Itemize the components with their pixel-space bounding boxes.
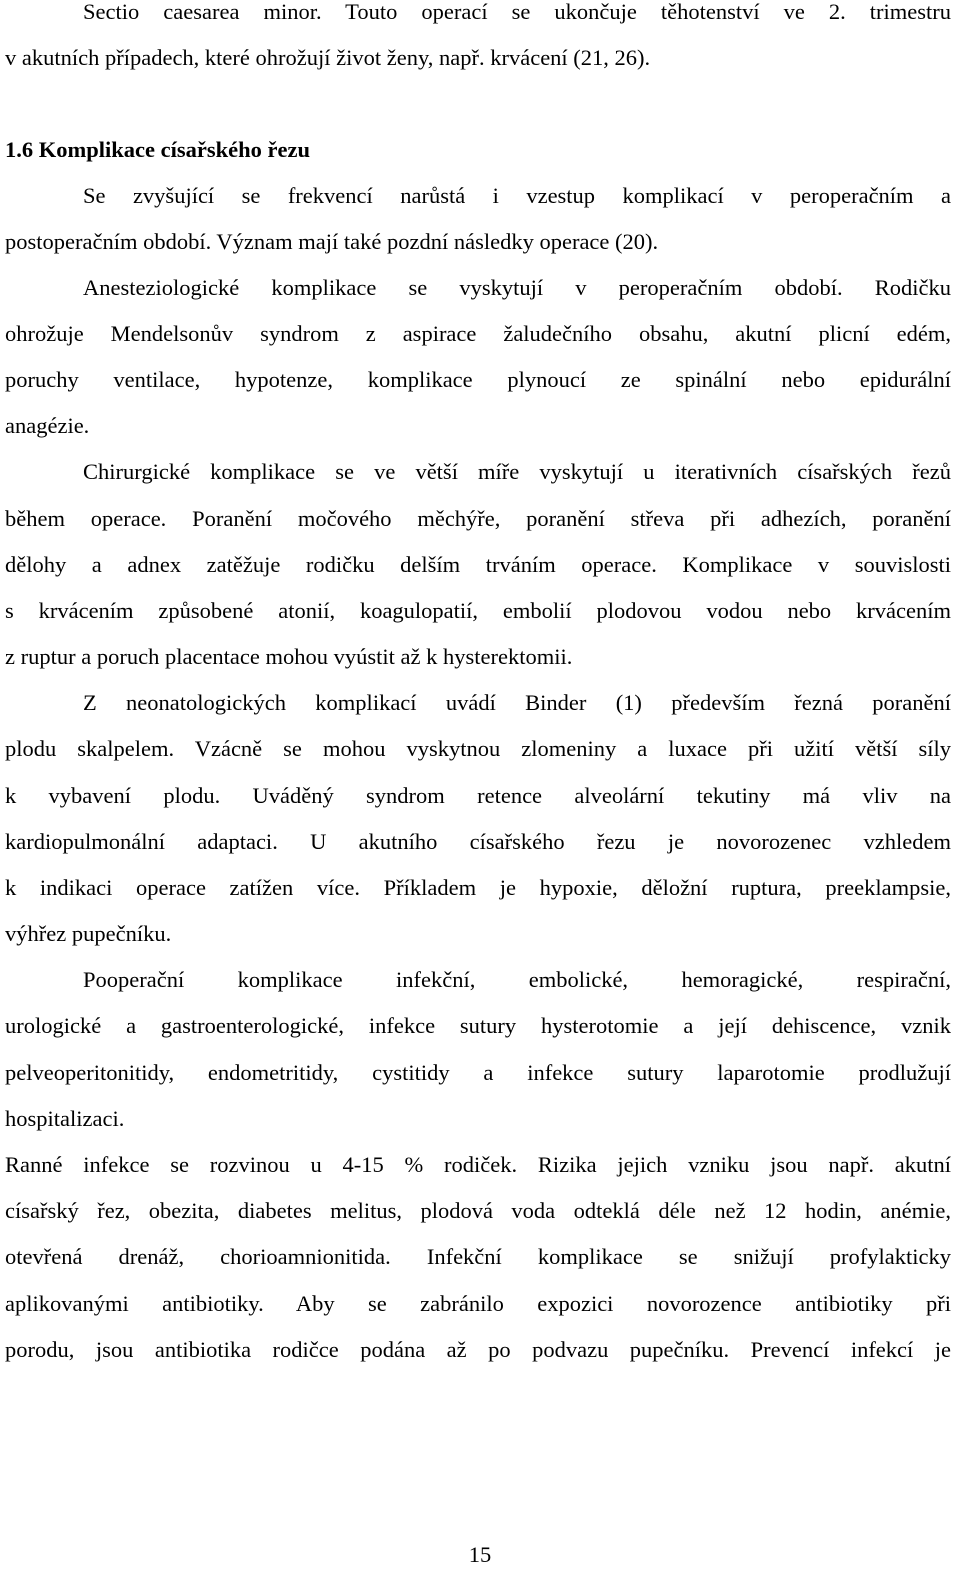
text-line: postoperačním období. Význam mají také pozdní následky operace (20). <box>5 229 659 254</box>
text-line: kardiopulmonální adaptaci. U akutního císařského řezu je novorozenec vzhledem <box>5 829 951 854</box>
text-line: urologické a gastroenterologické, infekce sutury hysterotomie a její dehiscence, vznik <box>5 1013 951 1038</box>
text-line: Chirurgické komplikace se ve větší míře vyskytují u iterativních císařských řezů <box>83 459 951 484</box>
text-line: Se zvyšující se frekvencí narůstá i vzestup komplikací v peroperačním a <box>83 183 951 208</box>
text-line: anagézie. <box>5 413 90 438</box>
text-line: k indikaci operace zatížen více. Příkladem je hypoxie, děložní ruptura, preeklampsie, <box>5 875 951 900</box>
text-line: v akutních případech, které ohrožují život ženy, např. krvácení (21, 26). <box>5 45 651 70</box>
text-line: ohrožuje Mendelsonův syndrom z aspirace žaludečního obsahu, akutní plicní edém, <box>5 321 951 346</box>
text-line: k vybavení plodu. Uváděný syndrom retence alveolární tekutiny má vliv na <box>5 783 951 808</box>
text-line: s krvácením způsobené atonií, koagulopatií, embolií plodovou vodou nebo krvácením <box>5 598 951 623</box>
text-line: plodu skalpelem. Vzácně se mohou vyskytnou zlomeniny a luxace při užití větší síly <box>5 736 951 761</box>
text-line: Z neonatologických komplikací uvádí Binder (1) především řezná poranění <box>83 690 951 715</box>
text-line: Ranné infekce se rozvinou u 4-15 % rodiček. Rizika jejich vzniku jsou např. akutní <box>5 1152 951 1177</box>
text-line: Sectio caesarea minor. Touto operací se ukončuje těhotenství ve 2. trimestru <box>83 0 951 24</box>
text-line: výhřez pupečníku. <box>5 921 172 946</box>
text-line: během operace. Poranění močového měchýře, poranění střeva při adhezích, poranění <box>5 506 951 531</box>
text-line: aplikovanými antibiotiky. Aby se zabránilo expozici novorozence antibiotiky při <box>5 1291 951 1316</box>
section-heading: 1.6 Komplikace císařského řezu <box>5 137 310 162</box>
text-line: Anesteziologické komplikace se vyskytují v peroperačním období. Rodičku <box>83 275 951 300</box>
text-line: Pooperační komplikace infekční, embolické, hemoragické, respirační, <box>83 967 951 992</box>
text-line: pelveoperitonitidy, endometritidy, cystitidy a infekce sutury laparotomie prodlužují <box>5 1060 951 1085</box>
text-line: císařský řez, obezita, diabetes melitus, plodová voda odteklá déle než 12 hodin, anémie, <box>5 1198 951 1223</box>
text-line: poruchy ventilace, hypotenze, komplikace plynoucí ze spinální nebo epidurální <box>5 367 951 392</box>
text-line: dělohy a adnex zatěžuje rodičku delším trváním operace. Komplikace v souvislosti <box>5 552 951 577</box>
text-line: porodu, jsou antibiotika rodičce podána až po podvazu pupečníku. Prevencí infekcí je <box>5 1337 951 1362</box>
text-line: hospitalizaci. <box>5 1106 125 1131</box>
text-line: z ruptur a poruch placentace mohou vyústit až k hysterektomii. <box>5 644 573 669</box>
page-number: 15 <box>468 1542 492 1567</box>
text-line: otevřená drenáž, chorioamnionitida. Infekční komplikace se snižují profylakticky <box>5 1244 951 1269</box>
